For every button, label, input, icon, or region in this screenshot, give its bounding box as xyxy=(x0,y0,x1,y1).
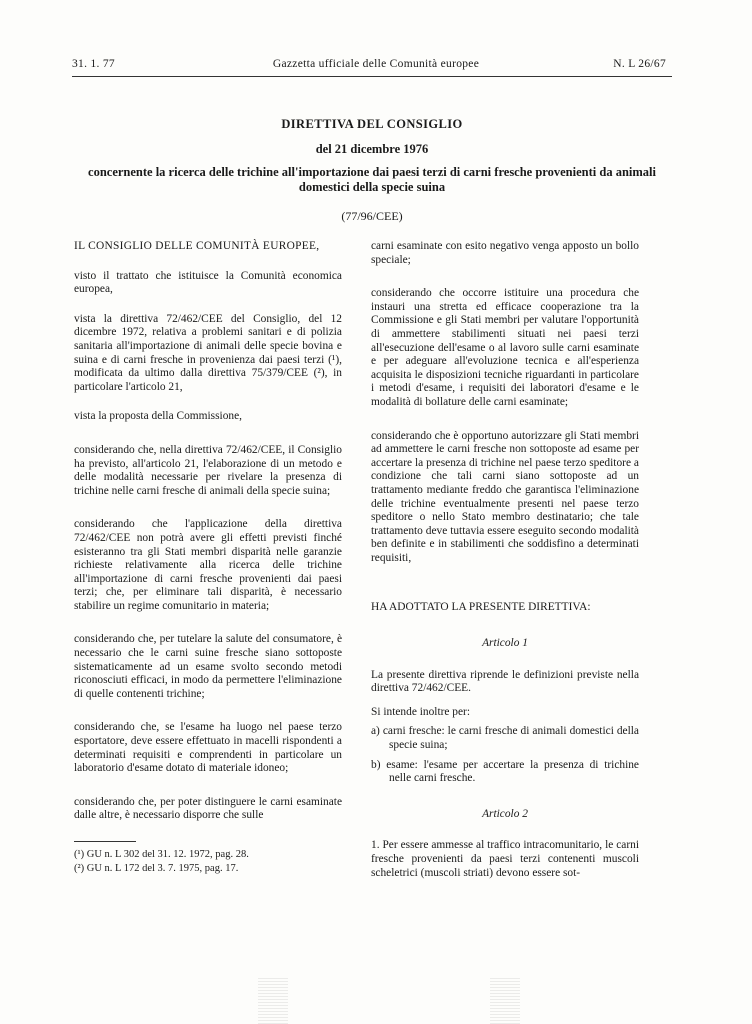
adopted-heading: HA ADOTTATO LA PRESENTE DIRETTIVA: xyxy=(371,601,591,614)
definition-a: a) carni fresche: le carni fresche di animali domestici della specie suina; xyxy=(371,725,639,752)
header-date: 31. 1. 77 xyxy=(72,58,115,70)
directive-subject: concernente la ricerca delle trichine all'importazione dai paesi terzi di carni fresche provenienti da animali domestici della specie suina xyxy=(88,165,656,194)
directive-number: (77/96/CEE) xyxy=(341,209,403,223)
recital-method: considerando che, nella direttiva 72/462/CEE, il Consiglio ha previsto, all'articolo 21, l'elaborazione di un metodo e delle modalità necessarie per rivelare la presenza di trichine nelle carni fresche di animali della specie suina; xyxy=(74,443,342,497)
footnote-2: (²) GU n. L 172 del 3. 7. 1975, pag. 17. xyxy=(74,863,239,874)
left-column xyxy=(74,240,342,839)
recital-proposal: vista la proposta della Commissione, xyxy=(74,410,242,423)
directive-date: del 21 dicembre 1976 xyxy=(315,142,429,156)
header-journal-title: Gazzetta ufficiale delle Comunità europee xyxy=(272,58,480,70)
recital-consumer-health: considerando che, per tutelare la salute del consumatore, è necessario che le carni suine fresche siano sottoposte sistematicamente ad un esame svolto secondo metodi riconosciuti efficaci, in modo da permettere l'eliminazione di quelle contenenti trichine; xyxy=(74,633,342,700)
recital-treaty: visto il trattato che istituisce la Comunità economica europea, xyxy=(74,269,342,296)
document-title-block xyxy=(72,117,672,224)
scan-artifact xyxy=(490,976,520,1024)
recital-cold-treatment: considerando che è opportuno autorizzare gli Stati membri ad ammettere le carni fresche non sottoposte ad esame per accertare la presenza di trichine nel paese terzo speditore a condizione che tali carni siano sottoposte ad un trattamento mediante freddo che garantisca l'eliminazione delle trichine eventualmente presenti nel paese terzo speditore o nello Stato membro destinatario; che tale trattamento deve tuttavia essere eseguito secondo modalità ben definite e in stabilimenti che soddisfino a determinati requisiti, xyxy=(371,429,639,564)
scan-artifact xyxy=(258,976,288,1024)
recital-slaughterhouses: considerando che, se l'esame ha luogo nel paese terzo esportatore, deve essere effettuato in macelli rispondenti a determinati requisiti e comprendenti in particolare un laboratorio d'esame dotato di materiale idoneo; xyxy=(74,721,342,775)
article-1-intro: Si intende inoltre per: xyxy=(371,705,471,718)
right-column xyxy=(371,240,639,896)
recital-directive-72-462: vista la direttiva 72/462/CEE del Consiglio, del 12 dicembre 1972, relativa a problemi sanitari e di polizia sanitaria all'importazione di animali delle specie bovina e suina e di carni fresche in provenienza dai paesi terzi (¹), modificata da ultimo dalla direttiva 75/379/CEE (²), in particolare l'articolo 21, xyxy=(74,312,342,393)
header-page-ref: N. L 26/67 xyxy=(613,58,666,70)
preamble-council: IL CONSIGLIO DELLE COMUNITÀ EUROPEE, xyxy=(74,240,320,252)
article-1-title: Articolo 1 xyxy=(482,637,528,650)
article-2-title: Articolo 2 xyxy=(482,807,528,820)
header-rule xyxy=(72,76,672,77)
footnotes xyxy=(74,848,249,876)
article-2-paragraph-1: 1. Per essere ammesse al traffico intracomunitario, le carni fresche provenienti da paesi terzi contenenti muscoli scheletrici (muscoli striati) devono essere sot- xyxy=(371,839,639,879)
definition-b: b) esame: l'esame per accertare la presenza di trichine nelle carni fresche. xyxy=(371,758,639,785)
footnote-1: (¹) GU n. L 302 del 31. 12. 1972, pag. 28. xyxy=(74,849,249,860)
footnote-rule xyxy=(74,841,136,842)
article-1-paragraph: La presente direttiva riprende le definizioni previste nella direttiva 72/462/CEE. xyxy=(371,668,639,695)
recital-distinguish: considerando che, per poter distinguere le carni esaminate dalle altre, è necessario disporre che sulle xyxy=(74,795,342,822)
recital-disparities: considerando che l'applicazione della direttiva 72/462/CEE non potrà avere gli effetti previsti finché esisteranno tra gli Stati membri disparità nelle garanzie richieste relativamente alla ricerca delle trichine all'importazione di carni fresche provenienti dai paesi terzi; che, per eliminare tali disparità, è necessario stabilire un regime comunitario in materia; xyxy=(74,518,342,612)
recital-procedure: considerando che occorre istituire una procedura che instauri una stretta ed efficace cooperazione tra la Commissione e gli Stati membri per valutare l'opportunità di ammettere stabilimenti situati nei paesi terzi all'esecuzione dell'esame o al lavoro sulle carni esaminate e per adeguare all'evoluzione tecnica e all'esperienza acquisita le disposizioni tecniche riguardanti in particolare i metodi d'esame, i requisiti dei laboratori d'esame e le modalità di bollature delle carni esaminate; xyxy=(371,287,639,408)
directive-title: DIRETTIVA DEL CONSIGLIO xyxy=(281,117,463,131)
recital-stamp: carni esaminate con esito negativo venga apposto un bollo speciale; xyxy=(371,240,639,266)
